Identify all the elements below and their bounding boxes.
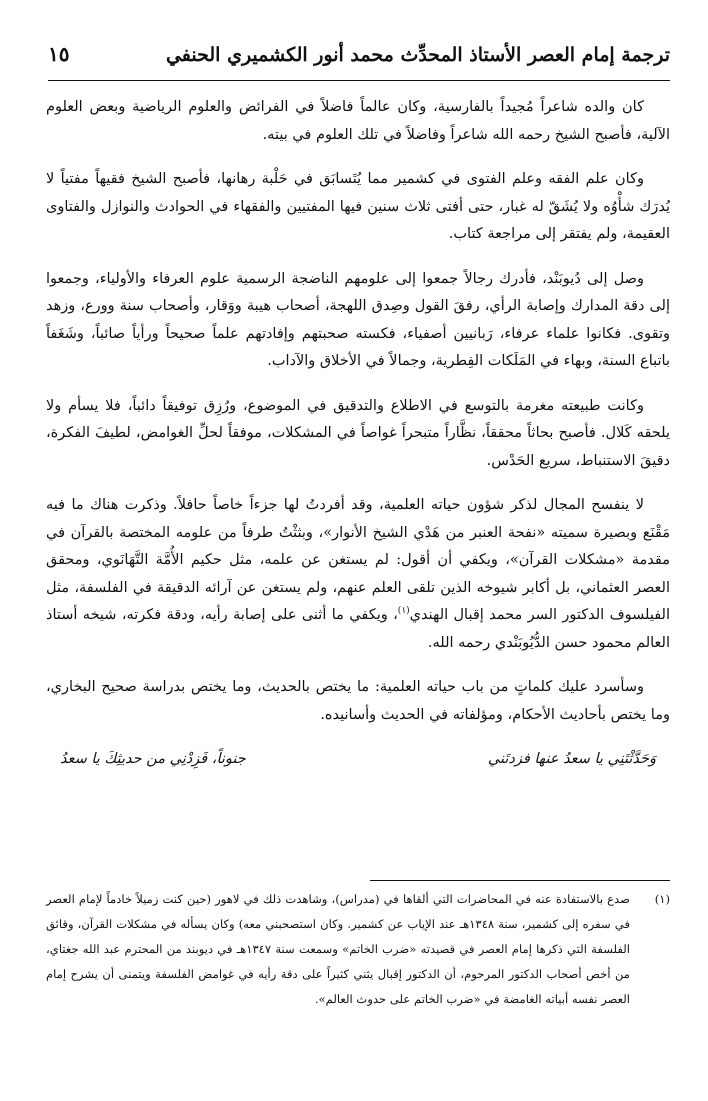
- page-number: ١٥: [48, 42, 70, 66]
- paragraph: وكان علم الفقه وعلم الفتوى في كشمير مما يُتَسابَق في حَلْبة رهانها، فأصبح الشيخ فقيهاً مفتياً لا يُدرَك شأْوُه ولا يُشَقّ له غبار، حتى أفتى ثلاث سنين فيها المفتيين والفقهاء في الحوادث والنوازل والفتاوى العقيمة، ولم يفتقر إلى مراجعة كتاب.: [46, 171, 670, 242]
- body-text: [46, 94, 670, 791]
- paragraph: وصل إلى دُيوبَنْد، فأدرك رجالاً جمعوا إلى علومهم الناضجة الرسمية علوم العرفاء والأولياء، وجمعوا إلى دقة المدارك وإصابة الرأي، رفقَ القول وصِدق اللهجة، أصحاب هيبة ووَقار، وأصحاب سنة وورع، وزهد وتقوى. فكانوا علماء عرفاء، رَبانيين أصفياء، فكسته صحبتهم وإفادتهم علماً صحيحاً ورأياً صائباً، وشَغَفاً باتباع السنة، وبهاء في المَلَكات الفِطرية، وجمالاً في الأخلاق والآداب.: [46, 270, 670, 369]
- paragraph-text: لا ينفسح المجال لذكر شؤون حياته العلمية، وقد أفردتُ لها جزءاً خاصاً حافلاً. وذكرت هناك ما فيه مَقْنَع وبصيرة سميته «نفحة العنبر من هَدْي الشيخ الأنوار»، وبثثْتُ طرفاً من علومه المختصة بالقرآن في مقدمة «مشكلات القرآن»، ويكفي أن أقول: لم يستغن عن علمه، مثل حكيم الأُمَّة التَّهَانَوي، ومحقق العصر العثماني، بل أكابر شيوخه الذين تلقى العلم عنهم، ولم يستغن عن آرائه الدقيقة في الفلسفة، مثل الفيلسوف الدكتور السر محمد إقبال الهندي: [46, 497, 670, 623]
- footnote: [46, 887, 670, 1012]
- verse-hemistich-first: وَحَدَّثْتَنِي يا سعدُ عنها فزدتَني: [487, 751, 656, 767]
- header-title: ترجمة إمام العصر الأستاذ المحدِّث محمد أنور الكشميري الحنفي: [165, 44, 670, 66]
- paragraph-with-footnote: [46, 492, 670, 657]
- paragraph: كان والده شاعراً مُجيداً بالفارسية، وكان عالماً فاضلاً في الفرائض والعلوم الرياضية وبعض العلوم الآلية، فأصبح الشيخ رحمه الله شاعراً وفاضلاً في تلك العلوم في بيته.: [46, 99, 670, 143]
- footnote-reference[interactable]: (١): [397, 606, 410, 617]
- poetry-verse: [46, 746, 670, 774]
- footnote-number: (١): [654, 892, 670, 906]
- footnotes: [46, 887, 670, 1012]
- verse-hemistich-second: جنوناً، فَزِدْنِي من حديثِكَ يا سعدُ: [60, 751, 246, 767]
- footnote-text: صدع بالاستفادة عنه في المحاضرات التي ألقاها في (مدراس)، وشاهدت ذلك في لاهور (حين كنت زميلاً خادماً لإمام العصر في سفره إلى كشمير، سنة ١٣٤٨هـ عند الإياب عن كشمير. وكان استصحبني معه) وكان يسأله في مشكلات القرآن، وقائق الفلسفة التي ذكرها إمام العصر في قصيدته «ضرب الخاتم» وسمعت سنة ١٣٤٧هـ في ديوبند من المحترم عبد الله جغتاي، من أخص أصحاب الدكتور المرحوم، أن الدكتور إقبال يثني كثيراً على دقة رأيه في غوامض الفلسفة ويتمنى أن يشرح إمام العصر نفسه أبياته الغامضة في «ضرب الخاتم على حدوث العالم».: [46, 892, 631, 1006]
- footnote-separator: [370, 880, 670, 881]
- paragraph: وكانت طبيعته مغرمة بالتوسع في الاطلاع والتدقيق في الموضوع، ورُزِق توفيقاً دائباً، فلا يسأم ولا يلحقه كَلال. فأصبح بحاثاً محققاً، نظَّاراً متبحراً غواصاً في المشكلات، موفقاً لحلِّ الغوامض، لطيفَ الفكرة، دقيقَ الاستنباط، سريع الحَدْس.: [46, 397, 670, 469]
- paragraph: وسأسرد عليك كلماتٍ من باب حياته العلمية: ما يختص بالحديث، وما يختص بدراسة صحيح البخاري، وما يختص بأحاديث الأحكام، ومؤلفاته في الحديث وأسانيده.: [46, 679, 670, 723]
- running-header: [48, 36, 670, 81]
- paragraph-text: ، ويكفي ما أثنى على إصابة رأيه، ودقة فكرته، شيخه أستاذ العالم محمود حسن الدُّيُوبَنْدي رحمه الله.: [46, 607, 670, 651]
